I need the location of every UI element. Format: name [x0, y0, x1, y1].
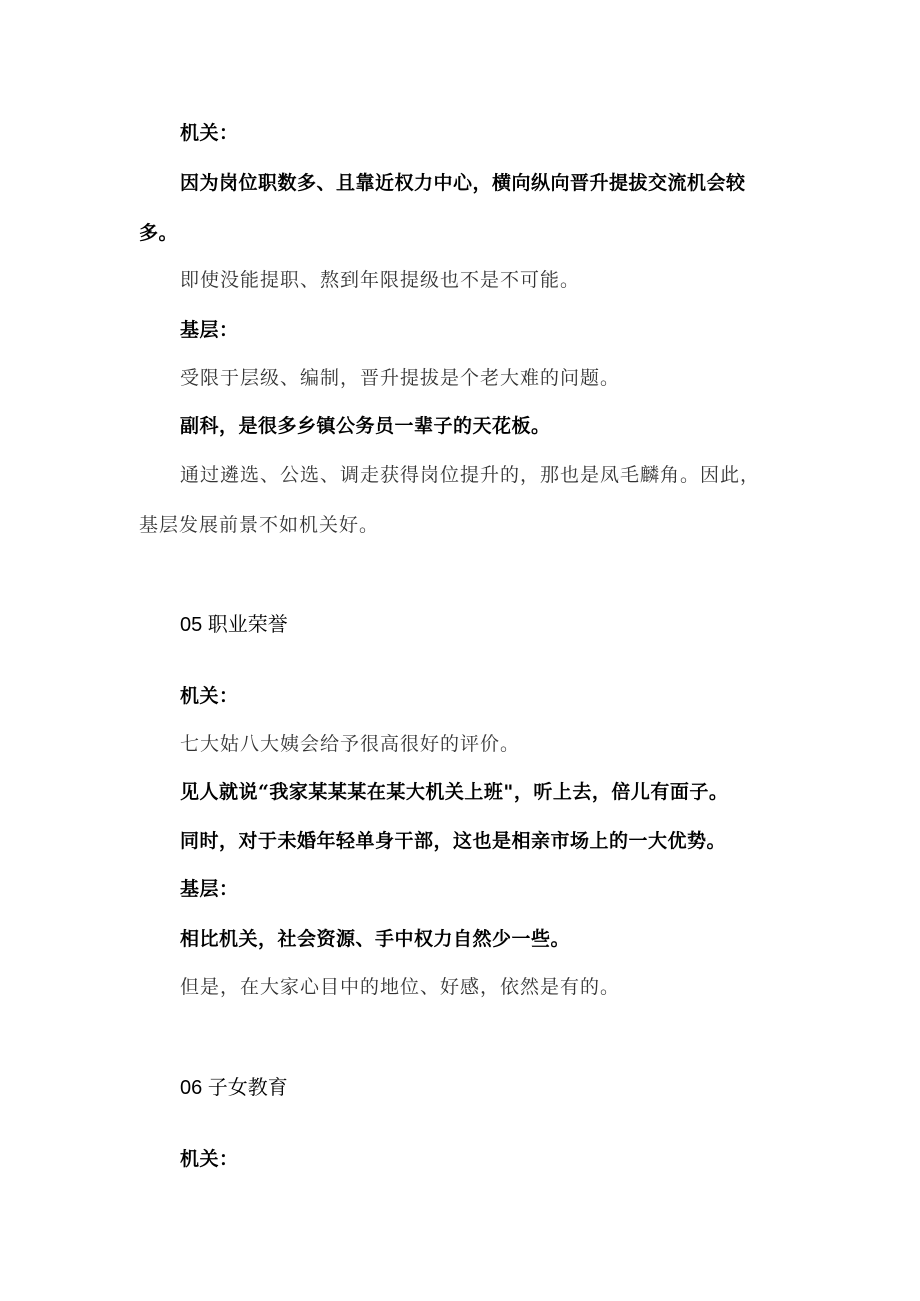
- paragraph-line: 相比机关，社会资源、手中权力自然少一些。: [180, 928, 571, 950]
- paragraph-line: 副科，是很多乡镇公务员一辈子的天花板。: [180, 415, 551, 437]
- label-jiceng: 基层：: [180, 878, 239, 900]
- paragraph-line: 受限于层级、编制，晋升提拔是个老大难的问题。: [180, 367, 621, 389]
- paragraph-line: 同时，对于未婚年轻单身干部，这也是相亲市场上的一大优势。: [180, 830, 727, 852]
- paragraph-line: 即使没能提职、熬到年限提级也不是不可能。: [180, 269, 581, 291]
- section-heading: 05 职业荣誉: [180, 614, 288, 636]
- paragraph-line: 基层发展前景不如机关好。: [139, 514, 380, 536]
- label-jiguan: 机关：: [180, 122, 239, 144]
- paragraph-line: 见人就说“我家某某某在某大机关上班"，听上去，倍儿有面子。: [180, 781, 729, 803]
- paragraph-line: 因为岗位职数多、且靠近权力中心，横向纵向晋升提拔交流机会较: [180, 172, 746, 194]
- paragraph-line: 但是，在大家心目中的地位、好感，依然是有的。: [180, 976, 621, 998]
- paragraph-line: 七大姑八大姨会给予很高很好的评价。: [180, 733, 521, 755]
- label-jiguan: 机关：: [180, 1148, 239, 1170]
- label-jiceng: 基层：: [180, 319, 239, 341]
- paragraph-line: 多。: [139, 222, 179, 244]
- section-heading: 06 子女教育: [180, 1077, 288, 1099]
- label-jiguan: 机关：: [180, 685, 239, 707]
- paragraph-line: 通过遴选、公选、调走获得岗位提升的，那也是凤毛麟角。因此，: [180, 464, 761, 486]
